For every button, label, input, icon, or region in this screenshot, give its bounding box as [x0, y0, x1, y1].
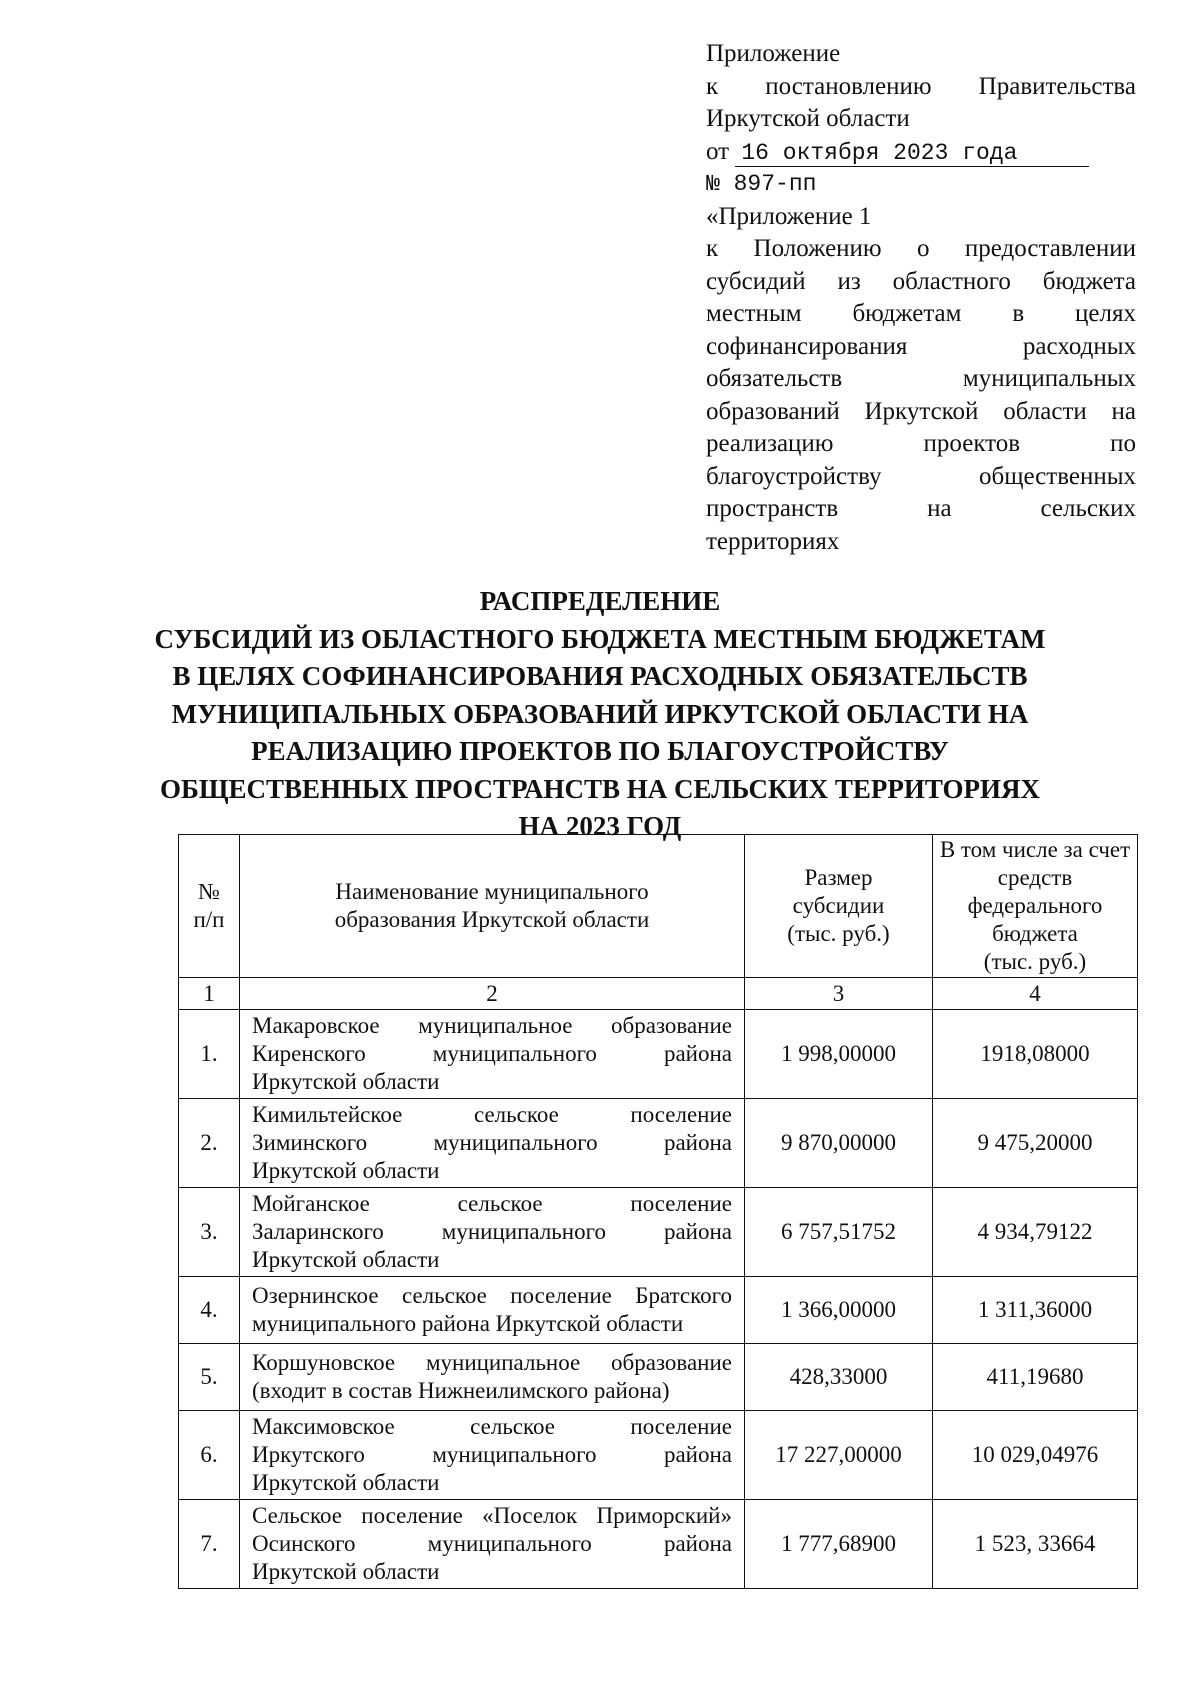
column-number: 4 — [933, 978, 1138, 1010]
row-subsidy: 1 777,68900 — [745, 1500, 933, 1589]
row-number: 5. — [179, 1344, 240, 1411]
sub-appendix-line-7: образований Иркутской области на — [706, 397, 1136, 425]
sub-appendix-line-5: софинансирования расходных — [706, 332, 1136, 360]
sub-appendix-line-11: территориях — [706, 527, 840, 555]
title-line: В ЦЕЛЯХ СОФИНАНСИРОВАНИЯ РАСХОДНЫХ ОБЯЗАТЕЛЬСТВ — [172, 661, 1028, 691]
row-municipality: Коршуновское муниципальное образование (входит в состав Нижнеилимского района) — [240, 1344, 745, 1411]
sub-appendix-line-1: «Приложение 1 — [706, 202, 872, 230]
row-number: 7. — [179, 1500, 240, 1589]
date-value: 16 октября 2023 года — [735, 140, 1089, 167]
title-line: СУБСИДИЙ ИЗ ОБЛАСТНОГО БЮДЖЕТА МЕСТНЫМ БЮДЖЕТАМ — [154, 623, 1046, 654]
row-number: 4. — [179, 1277, 240, 1344]
table-row — [179, 1500, 1138, 1589]
row-subsidy: 6 757,51752 — [745, 1188, 933, 1277]
title-line: ОБЩЕСТВЕННЫХ ПРОСТРАНСТВ НА СЕЛЬСКИХ ТЕРРИТОРИЯХ — [160, 773, 1040, 804]
row-federal: 1918,08000 — [933, 1010, 1138, 1099]
decree-number: № 897-пп — [706, 171, 817, 197]
sub-appendix-line-6: обязательств муниципальных — [706, 365, 1136, 392]
appendix-block — [706, 38, 1136, 558]
table-row — [179, 1010, 1138, 1099]
header-name: Наименование муниципального образования Иркутской области — [240, 835, 745, 978]
row-subsidy: 17 227,00000 — [745, 1411, 933, 1500]
sub-appendix-line-2: к Положению о предоставлении — [706, 235, 1136, 262]
title-line: МУНИЦИПАЛЬНЫХ ОБРАЗОВАНИЙ ИРКУТСКОЙ ОБЛАСТИ НА — [171, 698, 1029, 729]
column-number: 3 — [745, 978, 933, 1010]
sub-appendix-line-9: благоустройству общественных — [706, 462, 1136, 490]
appendix-label: Приложение — [706, 40, 841, 67]
distribution-table — [178, 834, 1138, 1589]
header-subsidy: Размер субсидии (тыс. руб.) — [745, 835, 933, 978]
sub-appendix-line-8: реализацию проектов по — [706, 430, 1136, 457]
row-federal: 10 029,04976 — [933, 1411, 1138, 1500]
sub-appendix-line-4: местным бюджетам в целях — [706, 300, 1136, 327]
row-number: 6. — [179, 1411, 240, 1500]
row-subsidy: 9 870,00000 — [745, 1099, 933, 1188]
title-line: НА 2023 ГОД — [518, 811, 682, 841]
row-federal: 4 934,79122 — [933, 1188, 1138, 1277]
row-number: 1. — [179, 1010, 240, 1099]
header-number: № п/п — [179, 835, 240, 978]
row-subsidy: 1 366,00000 — [745, 1277, 933, 1344]
row-federal: 1 523, 33664 — [933, 1500, 1138, 1589]
header-federal: В том числе за счет средств федерального бюджета (тыс. руб.) — [933, 835, 1138, 978]
row-subsidy: 428,33000 — [745, 1344, 933, 1411]
date-prefix: от — [706, 137, 730, 165]
row-municipality: Макаровское муниципальное образование Киренского муниципального района Иркутской области — [240, 1010, 745, 1099]
row-number: 3. — [179, 1188, 240, 1277]
column-number-row — [179, 978, 1138, 1010]
row-municipality: Озернинское сельское поселение Братского муниципального района Иркутской области — [240, 1277, 745, 1344]
row-municipality: Кимильтейское сельское поселение Зиминского муниципального района Иркутской области — [240, 1099, 745, 1188]
table-row — [179, 1277, 1138, 1344]
row-federal: 1 311,36000 — [933, 1277, 1138, 1344]
appendix-date-line — [706, 136, 1136, 169]
column-number: 2 — [240, 978, 745, 1010]
row-municipality: Сельское поселение «Поселок Приморский» Осинского муниципального района Иркутской области — [240, 1500, 745, 1589]
appendix-decree-line: к постановлению Правительства — [706, 72, 1136, 100]
document-title — [150, 583, 1050, 846]
appendix-region-line: Иркутской области — [706, 105, 910, 132]
title-line: РЕАЛИЗАЦИЮ ПРОЕКТОВ ПО БЛАГОУСТРОЙСТВУ — [251, 736, 949, 766]
title-line: РАСПРЕДЕЛЕНИЕ — [479, 586, 721, 616]
row-federal: 9 475,20000 — [933, 1099, 1138, 1188]
table-row — [179, 1188, 1138, 1277]
row-municipality: Мойганское сельское поселение Заларинского муниципального района Иркутской области — [240, 1188, 745, 1277]
table-header-row — [179, 835, 1138, 978]
row-municipality: Максимовское сельское поселение Иркутского муниципального района Иркутской области — [240, 1411, 745, 1500]
table-row — [179, 1099, 1138, 1188]
sub-appendix-line-3: субсидий из областного бюджета — [706, 267, 1136, 295]
sub-appendix-line-10: пространств на сельских — [706, 495, 1136, 522]
row-federal: 411,19680 — [933, 1344, 1138, 1411]
table-row — [179, 1411, 1138, 1500]
row-number: 2. — [179, 1099, 240, 1188]
column-number: 1 — [179, 978, 240, 1010]
table-row — [179, 1344, 1138, 1411]
row-subsidy: 1 998,00000 — [745, 1010, 933, 1099]
